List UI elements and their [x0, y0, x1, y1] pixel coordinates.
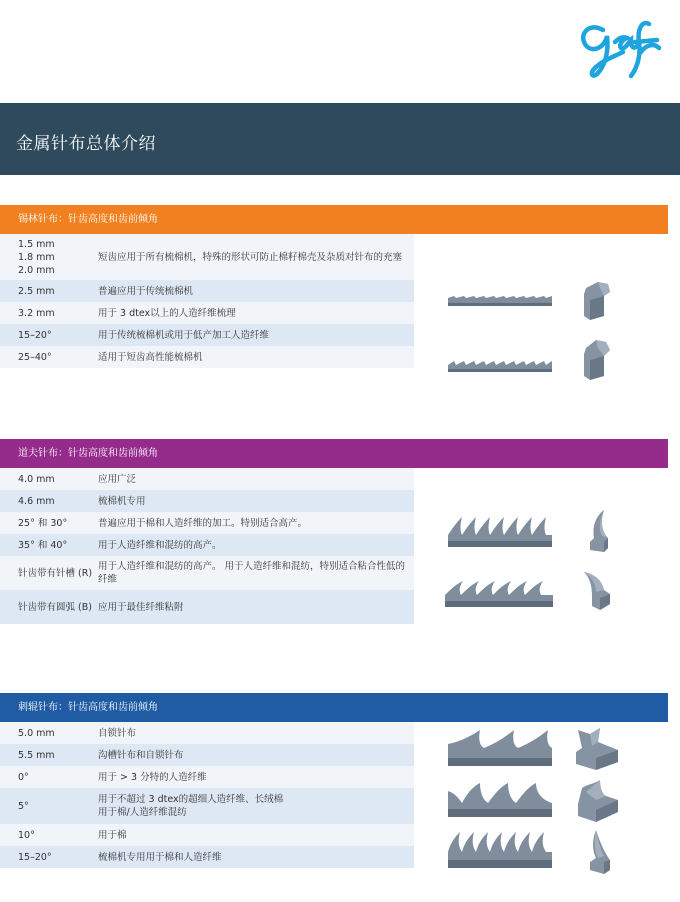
desc-cell: 沟槽针布和自锁针布 [98, 744, 414, 766]
doffer-wire-strip-image [445, 573, 553, 607]
table-row [0, 490, 414, 512]
table-row [0, 302, 414, 324]
table-row [0, 766, 414, 788]
spec-cell: 1.5 mm 1.8 mm 2.0 mm [0, 234, 98, 280]
section-doffer-wire [0, 439, 668, 624]
desc-cell: 短齿应用于所有梳棉机，特殊的形状可防止棉籽棉壳及杂质对针布的充塞 [98, 234, 414, 280]
desc-cell: 梳棉机专用 [98, 490, 414, 512]
desc-cell: 自锁针布 [98, 722, 414, 744]
spec-cell: 5° [0, 788, 98, 824]
doffer-wire-tooth-image [580, 568, 616, 612]
section-header: 刺辊针布：针齿高度和齿前倾角 [0, 693, 668, 722]
desc-cell: 应用广泛 [98, 468, 414, 490]
table-row [0, 280, 414, 302]
table-row [0, 744, 414, 766]
spec-cell: 针齿带有圆弧 (B) [0, 590, 98, 624]
desc-cell: 用于人造纤维和混纺的高产。 用于人造纤维和混纺，特别适合粘合性低的纤维 [98, 556, 414, 590]
table-row [0, 722, 414, 744]
cylinder-wire-tooth-image [580, 336, 614, 382]
spec-cell: 35° 和 40° [0, 534, 98, 556]
table-row [0, 556, 414, 590]
graf-logo [575, 12, 675, 84]
desc-cell: 梳棉机专用用于棉和人造纤维 [98, 846, 414, 868]
table-row [0, 346, 414, 368]
licker-in-wire-tooth-image [572, 778, 622, 824]
doffer-wire-tooth-image [584, 508, 614, 554]
page-title: 金属针布总体介绍 [16, 134, 156, 154]
section-header: 锡林针布：针齿高度和齿前倾角 [0, 205, 668, 234]
spec-cell: 4.6 mm [0, 490, 98, 512]
table-row [0, 788, 414, 824]
cylinder-wire-strip-image [448, 292, 552, 308]
spec-cell: 0° [0, 766, 98, 788]
licker-in-wire-tooth-image [582, 828, 618, 876]
table-row [0, 590, 414, 624]
cylinder-wire-tooth-image [580, 278, 614, 322]
licker-in-wire-strip-image [448, 728, 552, 766]
spec-cell: 15–20° [0, 846, 98, 868]
section-header: 道夫针布：针齿高度和齿前倾角 [0, 439, 668, 468]
spec-cell: 针齿带有针槽 (R) [0, 556, 98, 590]
desc-cell: 用于人造纤维和混纺的高产。 [98, 534, 414, 556]
desc-cell: 应用于最佳纤维粘附 [98, 590, 414, 624]
licker-in-wire-tooth-image [570, 724, 624, 772]
spec-table [0, 468, 414, 624]
licker-in-wire-strip-image [448, 830, 552, 868]
desc-cell: 用于不超过 3 dtex的超细人造纤维、长绒棉 用于棉/人造纤维混纺 [98, 788, 414, 824]
title-bar [0, 103, 680, 175]
spec-cell: 25–40° [0, 346, 98, 368]
table-row [0, 468, 414, 490]
table-row [0, 512, 414, 534]
licker-in-wire-strip-image [448, 781, 552, 817]
table-row [0, 824, 414, 846]
cylinder-wire-strip-image [448, 358, 552, 374]
desc-cell: 用于棉 [98, 824, 414, 846]
desc-cell: 用于 3 dtex以上的人造纤维梳理 [98, 302, 414, 324]
desc-cell: 普遍应用于棉和人造纤维的加工。特别适合高产。 [98, 512, 414, 534]
spec-cell: 5.0 mm [0, 722, 98, 744]
spec-table [0, 234, 414, 368]
section-licker-in-wire [0, 693, 668, 868]
spec-table [0, 722, 414, 868]
spec-cell: 2.5 mm [0, 280, 98, 302]
desc-cell: 普遍应用于传统梳棉机 [98, 280, 414, 302]
spec-cell: 5.5 mm [0, 744, 98, 766]
spec-cell: 15–20° [0, 324, 98, 346]
table-row [0, 846, 414, 868]
spec-cell: 3.2 mm [0, 302, 98, 324]
spec-cell: 4.0 mm [0, 468, 98, 490]
spec-cell: 25° 和 30° [0, 512, 98, 534]
doffer-wire-strip-image [448, 513, 552, 547]
desc-cell: 用于传统梳棉机或用于低产加工人造纤维 [98, 324, 414, 346]
desc-cell: 用于 > 3 分特的人造纤维 [98, 766, 414, 788]
table-row [0, 534, 414, 556]
section-cylinder-wire [0, 205, 668, 368]
desc-cell: 适用于短齿高性能梳棉机 [98, 346, 414, 368]
spec-cell: 10° [0, 824, 98, 846]
table-row [0, 234, 414, 280]
table-row [0, 324, 414, 346]
